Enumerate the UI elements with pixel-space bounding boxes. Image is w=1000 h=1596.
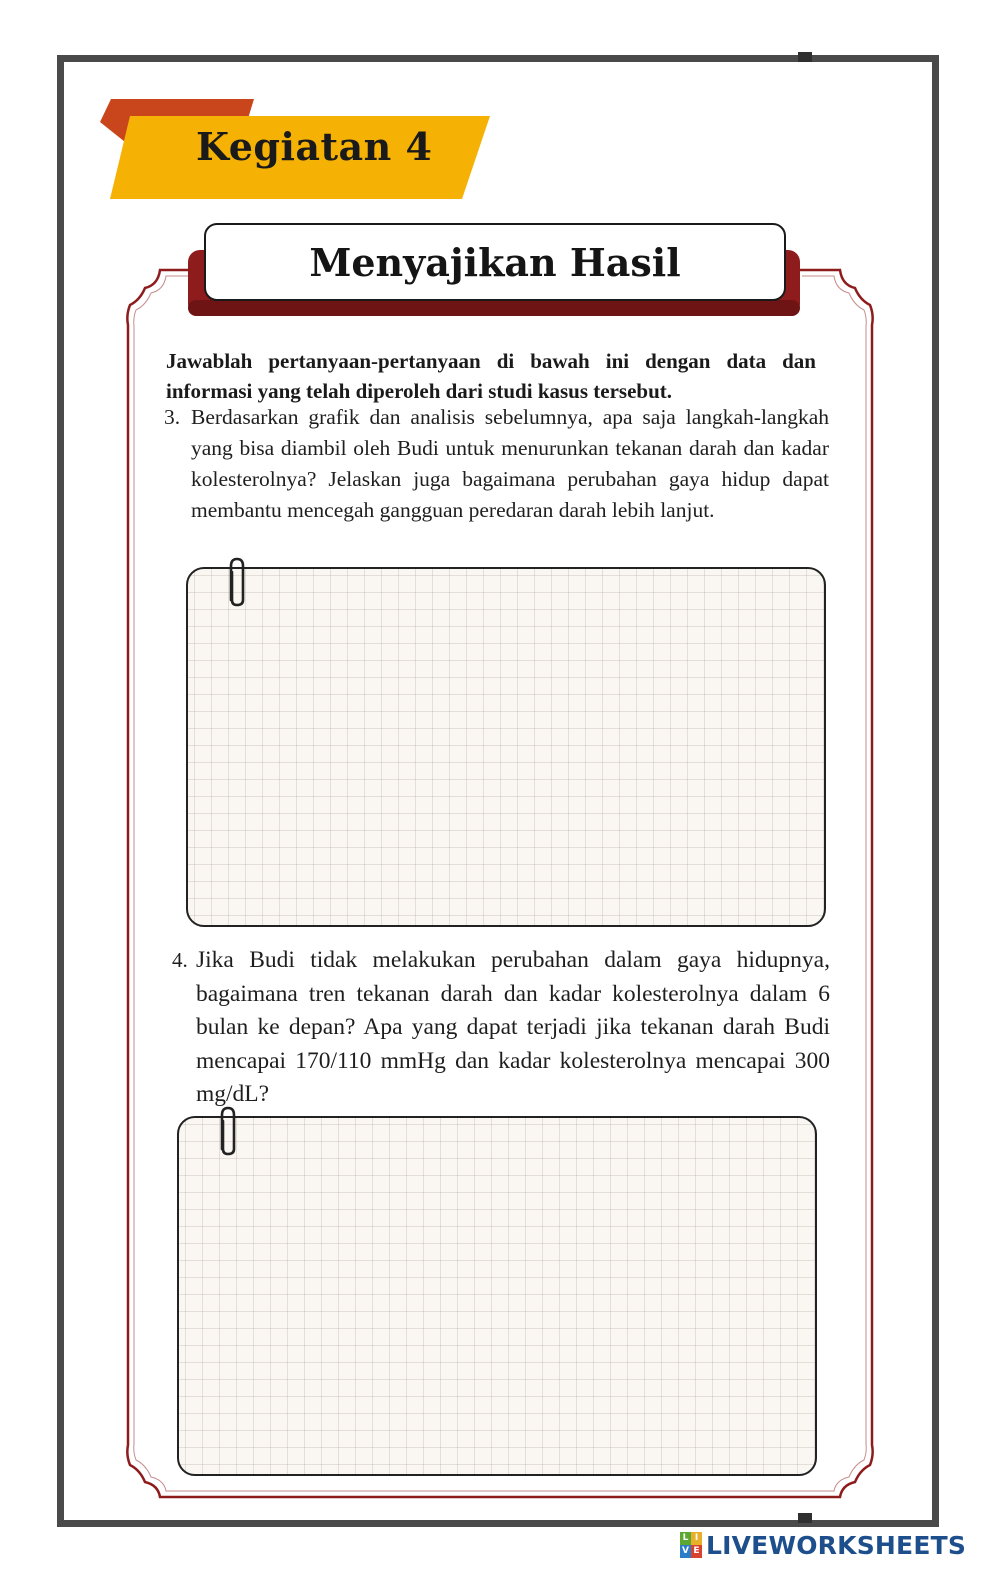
paperclip-icon — [225, 556, 249, 608]
liveworksheets-logo-icon: L I V E — [680, 1532, 702, 1558]
answer-box-question-4[interactable] — [177, 1116, 817, 1476]
title-ribbon-edge — [188, 300, 800, 316]
question-text: Jika Budi tidak melakukan perubahan dalam gaya hidupnya, bagaimana tren tekanan darah dan kadar kolesterolnya dalam 6 bulan ke depan? Apa yang dapat terjadi jika tekanan darah Budi mencapai 170/110 mmHg dan kadar kolesterolnya mencapai 300 mg/dL? — [196, 947, 830, 1107]
instruction-text: Jawablah pertanyaan-pertanyaan di bawah ini dengan data dan informasi yang telah diperoleh dari studi kasus tersebut. — [166, 349, 816, 403]
activity-title: Kegiatan 4 — [196, 124, 433, 169]
answer-box-question-3[interactable] — [186, 567, 826, 927]
question-number: 3. — [164, 405, 181, 429]
question-number: 4. — [172, 948, 188, 972]
section-title: Menyajikan Hasil — [309, 239, 681, 285]
brand-name: LIVEWORKSHEETS — [706, 1530, 967, 1560]
question-text: Berdasarkan grafik dan analisis sebelumnya, apa saja langkah-langkah yang bisa diambil oleh Budi untuk menurunkan tekanan darah dan kadar kolesterolnya? Jelaskan juga bagaimana perubahan gaya hidup dapat membantu mencegah gangguan peredaran darah lebih lanjut. — [191, 405, 829, 522]
liveworksheets-brand — [680, 1525, 966, 1565]
paperclip-icon — [216, 1105, 240, 1157]
